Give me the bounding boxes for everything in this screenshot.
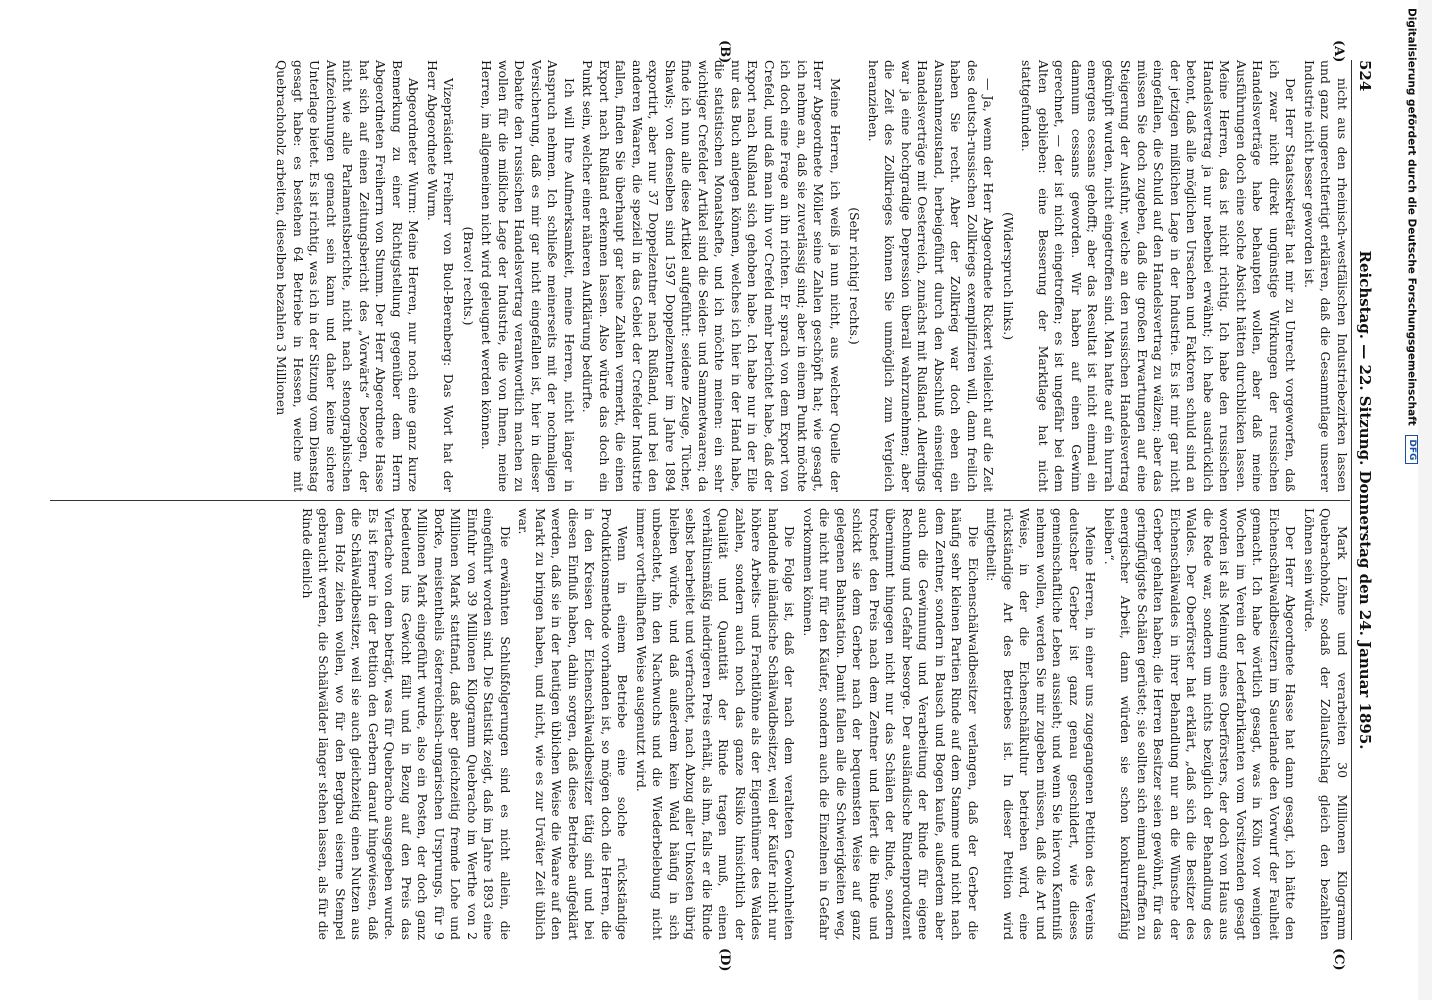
paragraph: nicht aus den rheinisch-westfälischen Industriebezirken lassen und ganz ungerechtfertigt erklären, daß die Gesammtlage unserer Industrie nicht besser geworden ist.: [1302, 60, 1350, 492]
paragraph: Meine Herren, ich weiß ja nun nicht, aus welcher Quelle der Herr Abgeordnete Möller seine Zahlen geschöpft hat; wie gesagt, ich nehme an, daß sie zuverlässig sind; aber in einem Punkt möchte ich doch eine Frage an ihn richten. Er sprach von dem Export von Crefeld, und daß man ihn vor Crefeld mehr berichtet habe, daß der Export nach Rußland sich gehoben habe. Ich habe nur in der Eile nur das Buch anlegen können, welches ich hier in der Hand habe, die statistischen Monatshefte, und ich möchte meinen: ein sehr wichtiger Crefelder Artikel sind die Seiden- und Sammetwaaren; da finde ich nun alle diese Artikel aufgeführt: seidene Zeuge, Tücher, Shawls; von denselben sind 1597 Doppelzentner im Jahre 1894 exportirt, aber nur 37 Doppelzentner nach Rußland, und bei den anderen Waaren, die speziell in das Gebiet der Crefelder Industrie fallen, finden Sie überhaupt gar keine Zahlen vermerkt, die einen Export nach Rußland erkennen lassen. Also würde das doch ein Punkt sein, welcher einer näheren Aufklärung bedürfte.: [580, 60, 843, 492]
right-text-column: [300, 508, 1350, 940]
running-title: Reichstag. — 22. Sitzung. Donnerstag den 24. Januar 1895.: [1356, 250, 1374, 750]
paragraph: Wenn in einem Betriebe eine solche rückständige Produktionsmethode vorhanden ist, so mögen doch die Herren, die in den Kreisen der Eichenschälwaldbesitzer tätig sind und bei diesen Einfluß haben, dahin sorgen, daß diese Betriebe aufgeklärt werden, daß sie in der heutigen üblichen Weise die Waare auf den Markt zu bringen haben, und nicht, wie es zur Urväter Zeit üblich war.: [516, 508, 631, 940]
interjection: (Widerspruch links.): [1001, 211, 1016, 341]
speaker-paragraph: Vizepräsident Freiherr von Buol-Berenberg: Das Wort hat der Herr Abgeordnete Wurm.: [425, 60, 457, 492]
paragraph: Die erwähnten Schlußfolgerungen sind es nicht allein, die eingeführt worden sind. Die Statistik zeigt, daß im Jahre 1893 eine Einfuhr von 39 Millionen Kilogramm Quebracho im Werthe von 2 Millionen Mark stattfand, daß aber gleichzeitig fremde Lohe und Borke, meistentheils österreichisch-ungarischen Ursprungs, für 9 Millionen Mark eingeführt wurde, also ein Posten, der doch ganz bedeutend ins Gewicht fällt und in Bezug auf den Preis das Viertache von dem beträgt, was für Quebracho ausgegeben wurde. Es ist ferner in der Petition den Gerbern darauf hingewiesen, daß die Schälwaldbesitzer, weil sie auch gleichzeitig einen Nutzen aus dem Holz ziehen wollen, wo für den Bergbau eiserne Stempel gebraucht werden, die Schälwälder länger stehen lassen, als für die Rinde dienlich: [300, 508, 513, 940]
page-number: 524: [1356, 60, 1374, 92]
digitization-note: Digitalisierung gefördert durch die Deutsche Forschungsgemeinschaft: [1405, 8, 1418, 426]
column-divider: [50, 500, 1350, 501]
margin-mark-b: (B): [717, 40, 732, 64]
margin-mark-d: (D): [717, 948, 732, 972]
paragraph: — Ja, wenn der Herr Abgeordnete Rickert vielleicht auf die Zeit des deutsch-russischen Zollkriegs exemplifiziren will, dann freilich haben Sie recht. Aber der Zollkrieg war doch eben ein Ausnahmezustand, herbeigeführt durch den Abschluß einseitiger Handelsverträge mit Oesterreich, zunächst mit Rußland. Allerdings war ja eine hochgradige Depression überall wahrzunehmen; aber die Zeit des Zollkrieges können Sie unmöglich zum Vergleich heranziehen.: [866, 60, 997, 492]
header-rule: [1351, 60, 1352, 940]
quoted-paragraph: Die Folge ist, daß der nach dem veralteten Gewohnheiten handelnde inländische Schälwaldbesitzer, weil der Käufer nicht nur höhere Arbeits- und Frachtlöhne als der Eigenthümer des Waldes zahlen, sondern auch noch das ganze Risiko hinsichtlich der Qualität und Quantität der Rinde tragen muß, einen verhältnismäßig niedrigeren Preis erhält, als ihm, falls er die Rinde selbst bearbeitet und verfrachtet, nach Abzug aller Unkosten übrig bleiben würde, und daß außerdem kein Wald häufig in sich unbeachtet, ihn den Nachwuchs und die Wiederbelebung nicht immer vortheilhaften Weise ausgenutzt wird.: [634, 508, 798, 940]
quoted-paragraph: Die Eichenschälwaldbesitzer verlangen, daß der Gerber die häufig sehr kleinen Partien Rinde auf dem Stamme und nicht nach dem Zentner, sondern in Bausch und Bogen kaufe, außerdem aber auch die Gewinnung und Verarbeitung der Rinde für eigene Rechnung und Gefahr besorge. Der ausländische Rindenproduzent übernimmt hingegen nicht nur das Schälen der Rinde, sondern trocknet den Preis nach dem Zentner und liefert die Rinde und schickt sie dem Gerber nach der bequemsten Weise auf ganz gelegenen Bahnstation. Damit fallen alle die Schwierigkeiten weg, die nicht nur für den Käufer, sondern auch die Einzelnen in Gefahr vorkommen können.: [801, 508, 981, 940]
paragraph: Der Herr Abgeordnete Hasse hat dann gesagt, ich hätte den Eichenschälwaldbesitzern im Sauerlande den Vorwurf der Faulheit gemacht. Ich habe wörtlich gesagt, was in Köln vor wenigen Wochen im Verein der Lederfabrikanten vom Vorsitzenden gesagt worden ist als Meinung eines Oberförsters, der doch von Haus aus die Rede war, sondern um nichts bezüglich der Behandlung des Waldes. Der Oberförster hat erklärt, „daß sich die Besitzer des Eichenschälwaldes in ihrer Behandlung nur an die Wünsche der Gerber gehalten haben; die Herren Besitzer seien gewöhnt, für das geringfügigste Schälen gerüstet; sie sollten sich einmal aufraffen zu energischer Arbeit, dann würden sie schon konkurrenzfähig bleiben“.: [1102, 508, 1299, 940]
margin-mark-a: (A): [1331, 40, 1346, 63]
running-head: [1354, 60, 1374, 940]
scan-footer-band: [1418, 0, 1432, 1000]
paragraph: Meine Herren, in einer uns zugegangenen Petition des Vereins deutscher Gerber ist ganz genau geschildert, wie dieses gemeinschaftliche Leben aussieht; und wenn Sie hiervon Kenntniß nehmen wollen, werden Sie mir zugeben müssen, daß die Art und Weise, in der die Eichenschälkultur betrieben wird, eine rückständige Art des Betriebes ist. In dieser Petition wird mitgetheilt:: [984, 508, 1099, 940]
paragraph: Der Herr Staatssekretär hat mir zu Unrecht vorgeworfen, daß ich zwar nicht direkt ungünstige Wirkungen der russischen Handelsverträge habe behaupten wollen, aber daß meine Ausführungen doch eine solche Absicht hätten durchblicken lassen. Meine Herren, das ist nicht richtig. Ich habe den russischen Handelsvertrag ja nur nebenbei erwähnt; ich habe ausdrücklich betont, daß alle möglichen Ursachen und Faktoren schuld sind an der jetzigen mißlichen Lage in der Industrie. Es ist mir gar nicht eingefallen, die Schuld auf den Handelsvertrag zu wälzen; aber das müssen Sie doch zugeben, daß die großen Erwartungen auf eine Steigerung der Ausfuhr, welche an den russischen Handelsvertrag geknüpft wurden, nicht eingetroffen sind. Man hatte auf ein hurrah emergens cessans gehofft; aber das Resultat ist nicht einmal ein damnum cessans geworden. Wir haben auf einen Gewinn gerechnet, — der ist nicht eingetroffen; es ist ungefähr bei dem Alten geblieben: eine Besserung der Marktlage hat nicht stattgefunden.: [1019, 60, 1299, 492]
paragraph: Mark Löhne und verarbeiten 30 Millionen Kilogramm Quebrachoholz, sodaß der Zollaufschlag gleich den bezahlten Löhnen sein würde.: [1302, 508, 1350, 940]
interjection: (Sehr richtig! rechts.): [847, 207, 863, 345]
left-text-column: [274, 60, 1350, 492]
interjection: (Bravo! rechts.): [461, 226, 476, 326]
dfg-logo-icon: DFG: [1405, 435, 1418, 464]
speaker-paragraph: Abgeordneter Wurm: Meine Herren, nur noch eine ganz kurze Bemerkung zu einer Richtigstellung gegenüber dem Herrn Abgeordneten Freiherrn von Stumm. Der Herr Abgeordnete Hasse hat sich auf einen Zeitungsbericht des „Vorwärts“ bezogen, der nicht wie alle Parlamentsberichte, nicht nach stenographischen Aufzeichnungen gemacht sein kann und daher keine sichere Unterlage bietet. Es ist richtig, was ich in der Sitzung vom Dienstag gesagt habe: es bestehen 64 Betriebe in Hessen, welche mit Quebrachoholz arbeiten, dieselben bezahlen 3 Millionen: [274, 60, 422, 492]
digitization-footer: [1404, 8, 1418, 992]
margin-mark-c: (C): [1331, 948, 1346, 971]
paragraph: Ich will Ihre Aufmerksamkeit, meine Herren, nicht länger in Anspruch nehmen. Ich schließe meinerseits mit der nochmaligen Versicherung, daß es mir gar nicht eingefallen ist, hier in dieser Debatte den russischen Handelsvertrag verantwortlich machen zu wollen für die mißliche Lage der Industrie, die von Ihnen, meine Herren, im allgemeinen nicht wird geleugnet werden können.: [479, 60, 577, 492]
